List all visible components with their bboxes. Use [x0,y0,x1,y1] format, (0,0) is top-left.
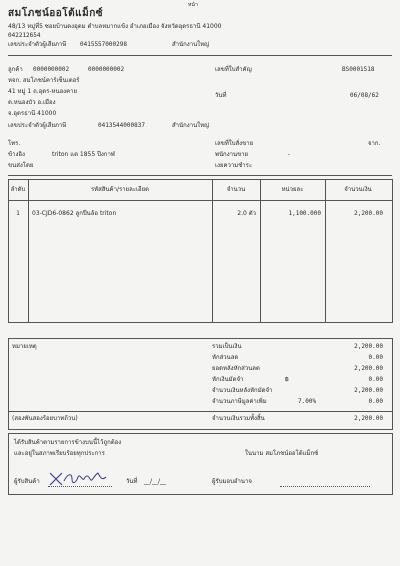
summary-label-total: รวมเป็นเงิน [212,343,242,350]
summary-label-after-discount: ยอดหลังหักส่วนลด [212,365,260,372]
deposit-unit: ฿ [285,376,289,383]
customer-branch: สำนักงานใหญ่ [172,122,210,129]
summary-label-after-deposit: จำนวนเงินหลังหักมัดจำ [212,387,273,394]
header-qty: จำนวน [226,186,246,193]
col-divider [325,179,326,322]
grand-total-divider [8,411,392,412]
receiver-label: ผู้รับสินค้า [14,478,40,485]
company-sign-line: ในนาม สมโภชน์ออโต้แม็กซ์ [245,450,319,457]
customer-address-1: 41 หมู่ 1 ถ.อุดร-หนองคาย [8,88,77,95]
amount-in-words: (สองพันสองร้อยบาทถ้วน) [12,415,78,422]
doc-date-label: วันที่ [215,92,227,99]
summary-label-deposit: หักเงินมัดจำ [212,376,244,383]
car-label: ข้างอิง [8,151,25,158]
summary-label-grand-total: จำนวนเงินรวมทั้งสิ้น [212,415,265,422]
receipt-note-2: และอยู่ในสภาพเรียบร้อยทุกประการ [14,450,105,457]
doc-ref-label: เลขที่ใบสั่งขาย [215,140,254,147]
doc-date: 06/08/62 [350,92,379,99]
summary-value-grand-total: 2,200.00 [354,415,383,422]
company-address: 48/13 หมู่ที่5 ซอยบ้านดงอุดม ตำบลหมากแข้ง อำเภอเมือง จังหวัดอุดรธานี 41000 [8,23,222,30]
doc-staff-label: พนักงานขาย [215,151,249,158]
row-desc: 03-CJD6-0862 ลูกปืนล้อ triton [32,210,117,217]
company-branch: สำนักงานใหญ่ [172,41,210,48]
customer-code-2: 0000000002 [88,66,125,73]
receiver-sign-line [48,486,112,487]
header-desc: รหัสสินค้า/รายละเอียด [90,186,150,193]
header-no: ลำดับ [10,186,26,193]
customer-label: ลูกค้า [8,66,23,73]
company-tax-label: เลขประจำตัวผู้เสียภาษี [8,41,67,48]
row-no: 1 [16,210,20,217]
doc-no: BS0001518 [342,66,375,73]
row-amount: 2,200.00 [354,210,383,217]
summary-value-after-discount: 2,200.00 [354,365,383,372]
header-unit: หน่วยละ [281,186,304,193]
row-unit-price: 1,100.000 [288,210,321,217]
receive-date-label: วันที่ [126,478,138,485]
summary-value-total: 2,200.00 [354,343,383,350]
col-divider [28,179,29,322]
header-divider [8,55,392,56]
row-qty: 2.0 ตัว [237,210,256,217]
remark-label: หมายเหตุ [12,343,37,350]
summary-value-deposit: 0.00 [368,376,383,383]
info-divider [8,175,392,176]
vat-rate: 7.00% [298,398,317,405]
phone-label: โทร. [8,140,21,147]
doc-no-label: เลขที่ใบสำคัญ [215,66,252,73]
doc-staff: - [288,151,291,158]
customer-code-1: 0000000002 [33,66,70,73]
header-amount: จำนวนเงิน [344,186,372,193]
ship-label: ขนส่งโดย [8,162,34,169]
car-reference: triton แต 1855 ปีงกาฬ [52,151,115,158]
table-header-divider [8,200,392,201]
customer-address-3: จ.อุดรธานี 41000 [8,110,57,117]
company-name: สมโภชน์ออโต้แม็กซ์ [8,8,104,19]
doc-term-label: เงยความชำระ [215,162,253,169]
receive-date-blank: __/__/__ [144,478,167,485]
col-divider [212,179,213,322]
summary-value-vat: 0.00 [368,398,383,405]
customer-name: หจก. สมโภชน์คาร์เซ็นเตอร์ [8,77,80,84]
approver-sign-line [280,486,370,487]
customer-address-2: ต.หนองบัว อ.เมือง [8,99,56,106]
receipt-note-1: ได้รับสินค้าตามรายการข้างบนนี้ไว้ถูกต้อง [14,439,122,446]
summary-label-vat: จำนวนภาษีมูลค่าเพิ่ม [212,398,267,405]
page-mark: หน้า [188,2,198,8]
approver-label: ผู้รับมอบอำนาจ [212,478,252,485]
company-phone: 042212654 [8,32,41,39]
summary-label-discount: หักส่วนลด [212,354,239,361]
company-tax-id: 0415557000298 [80,41,127,48]
customer-tax-id: 0413544000837 [98,122,145,129]
summary-value-after-deposit: 2,200.00 [354,387,383,394]
doc-from-label: จาก. [368,140,381,147]
customer-tax-label: เลขประจำตัวผู้เสียภาษี [8,122,67,129]
col-divider [260,179,261,322]
summary-value-discount: 0.00 [368,354,383,361]
